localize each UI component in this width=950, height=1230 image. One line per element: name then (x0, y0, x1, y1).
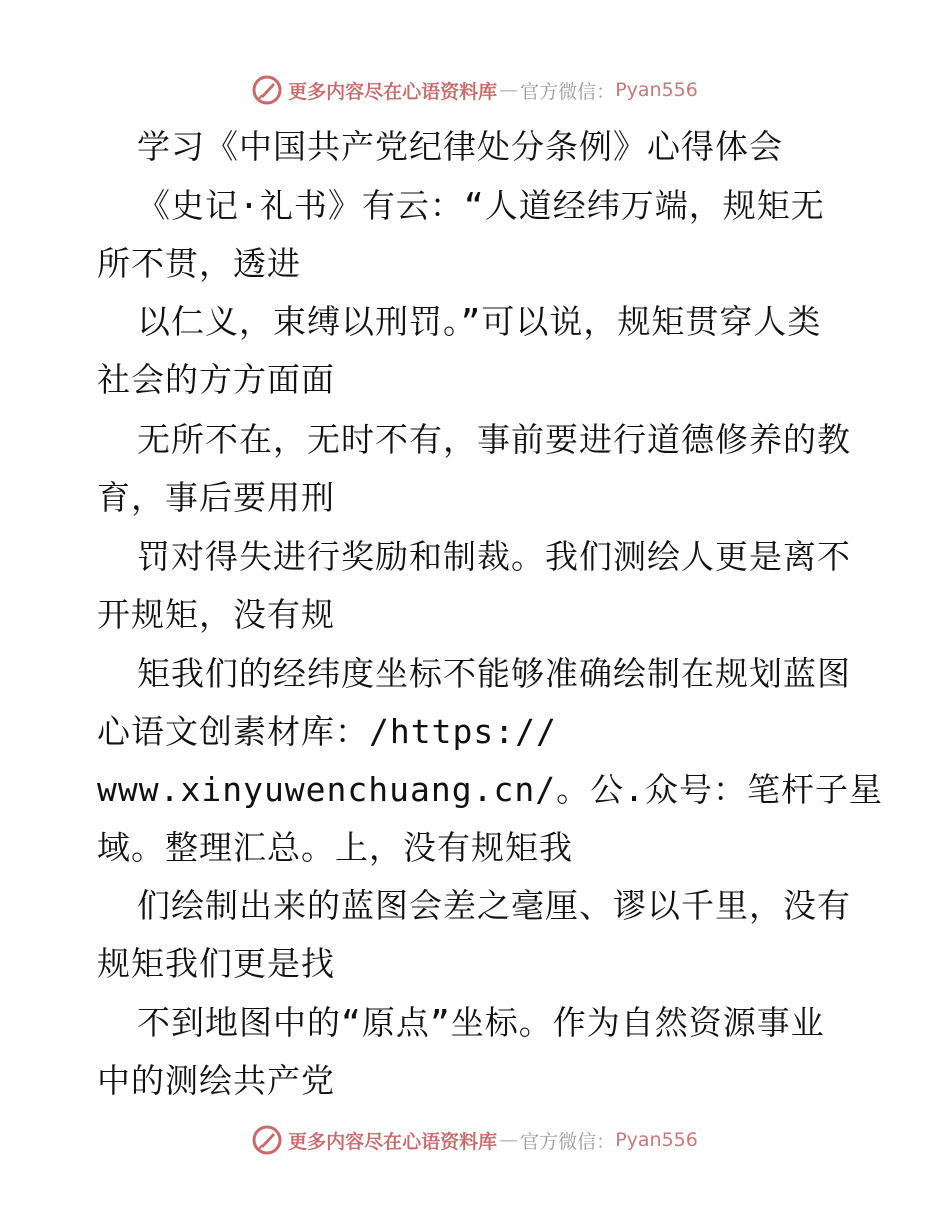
header-watermark (0, 70, 950, 110)
text-line: 以仁义，束缚以刑罚。”可以说，规矩贯穿人类 (137, 302, 822, 341)
text-line: 中的测绘共产党 (97, 1061, 335, 1100)
watermark-text: 更多内容尽在心语资料库 (288, 1130, 498, 1153)
text-line: 社会的方方面面 (97, 360, 335, 399)
text-line: www.xinyuwenchuang.cn/。公.众号：笔杆子星 (97, 770, 883, 809)
footer-watermark (0, 1120, 950, 1160)
watermark-dash: — (499, 79, 519, 101)
quill-logo-icon (252, 75, 282, 105)
document-title: 学习《中国共产党纪律处分条例》心得体会 (137, 127, 783, 166)
text-line: 罚对得失进行奖励和制裁。我们测绘人更是离不 (137, 537, 851, 576)
watermark-wechat-label: 官方微信： (520, 80, 616, 103)
text-line: 所不贯，透进 (97, 244, 301, 283)
watermark-text: 更多内容尽在心语资料库 (288, 80, 498, 103)
text-line: 无所不在，无时不有，事前要进行道德修养的教 (137, 420, 851, 459)
text-line: 域。整理汇总。上，没有规矩我 (97, 828, 573, 867)
text-line: 们绘制出来的蓝图会差之毫厘、谬以千里，没有 (137, 886, 851, 925)
watermark-dash: — (499, 1129, 519, 1151)
watermark-wechat-id: Pyan556 (615, 79, 698, 101)
text-line: 规矩我们更是找 (97, 944, 335, 983)
text-line: 心语文创素材库：/https:// (97, 712, 557, 751)
text-line: 矩我们的经纬度坐标不能够准确绘制在规划蓝图 (137, 654, 851, 693)
text-line: 开规矩，没有规 (97, 595, 335, 634)
watermark-wechat-label: 官方微信： (520, 1130, 616, 1153)
quill-logo-icon (252, 1125, 282, 1155)
text-line: 育，事后要用刑 (97, 478, 335, 517)
watermark-wechat-id: Pyan556 (615, 1129, 698, 1151)
text-line: 《史记·礼书》有云：“人道经纬万端，规矩无 (137, 186, 825, 225)
text-line: 不到地图中的“原点”坐标。作为自然资源事业 (137, 1003, 825, 1042)
